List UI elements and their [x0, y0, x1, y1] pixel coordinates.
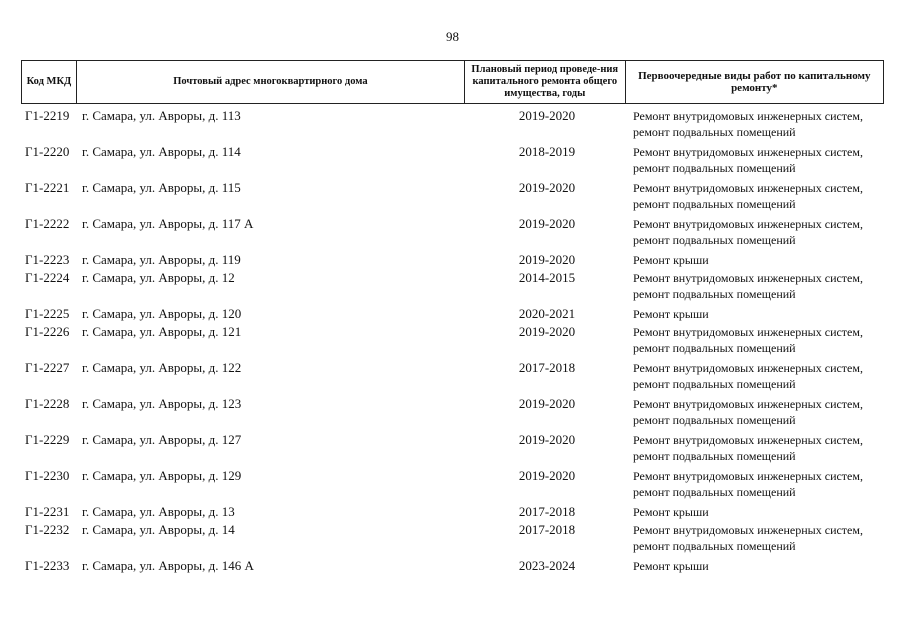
cell-period: 2018-2019 [518, 144, 576, 159]
cell-address: г. Самара, ул. Авроры, д. 120 [82, 306, 242, 321]
cell-code: Г1-2231 [25, 504, 70, 519]
works-line: Ремонт крыши [633, 505, 709, 519]
cell-period: 2020-2021 [518, 306, 576, 321]
works-line: ремонт подвальных помещений [633, 197, 796, 211]
works-line: ремонт подвальных помещений [633, 287, 796, 301]
works-line: Ремонт внутридомовых инженерных систем, [633, 217, 863, 231]
cell-works [627, 324, 884, 356]
cell-works [627, 432, 884, 464]
works-line: Ремонт внутридомовых инженерных систем, [633, 433, 863, 447]
works-line: Ремонт внутридомовых инженерных систем, [633, 523, 863, 537]
works-line: Ремонт крыши [633, 307, 709, 321]
cell-works [627, 522, 884, 554]
cell-period: 2017-2018 [518, 522, 576, 537]
works-line: ремонт подвальных помещений [633, 449, 796, 463]
cell-period: 2019-2020 [518, 324, 576, 339]
table-row [21, 144, 884, 176]
table-row [21, 306, 884, 322]
cell-works [627, 144, 884, 176]
header-address: Почтовый адрес многоквартирного дома [77, 61, 465, 103]
table-header [21, 60, 884, 104]
table-row [21, 558, 884, 574]
works-line: ремонт подвальных помещений [633, 413, 796, 427]
cell-address: г. Самара, ул. Авроры, д. 123 [82, 396, 242, 411]
cell-code: Г1-2220 [25, 144, 70, 159]
cell-address: г. Самара, ул. Авроры, д. 13 [82, 504, 235, 519]
cell-works [627, 306, 884, 322]
cell-code: Г1-2230 [25, 468, 70, 483]
cell-code: Г1-2227 [25, 360, 70, 375]
cell-code: Г1-2228 [25, 396, 70, 411]
page-number: 98 [446, 29, 459, 44]
cell-works [627, 360, 884, 392]
cell-address: г. Самара, ул. Авроры, д. 114 [82, 144, 241, 159]
cell-period: 2019-2020 [518, 468, 576, 483]
cell-works [627, 252, 884, 268]
works-line: Ремонт крыши [633, 253, 709, 267]
works-line: Ремонт внутридомовых инженерных систем, [633, 181, 863, 195]
table-row [21, 108, 884, 140]
table-body [21, 108, 884, 576]
cell-period: 2019-2020 [518, 252, 576, 267]
table-row [21, 216, 884, 248]
works-line: Ремонт внутридомовых инженерных систем, [633, 271, 863, 285]
works-line: ремонт подвальных помещений [633, 125, 796, 139]
cell-code: Г1-2232 [25, 522, 70, 537]
cell-address: г. Самара, ул. Авроры, д. 117 А [82, 216, 254, 231]
table-row [21, 180, 884, 212]
cell-address: г. Самара, ул. Авроры, д. 14 [82, 522, 235, 537]
cell-period: 2014-2015 [518, 270, 576, 285]
cell-address: г. Самара, ул. Авроры, д. 121 [82, 324, 242, 339]
cell-code: Г1-2225 [25, 306, 70, 321]
works-line: Ремонт внутридомовых инженерных систем, [633, 325, 863, 339]
header-code: Код МКД [22, 61, 77, 103]
cell-address: г. Самара, ул. Авроры, д. 127 [82, 432, 242, 447]
works-line: ремонт подвальных помещений [633, 539, 796, 553]
cell-code: Г1-2226 [25, 324, 70, 339]
cell-period: 2019-2020 [518, 432, 576, 447]
cell-address: г. Самара, ул. Авроры, д. 113 [82, 108, 241, 123]
works-line: ремонт подвальных помещений [633, 233, 796, 247]
cell-address: г. Самара, ул. Авроры, д. 129 [82, 468, 242, 483]
table-row [21, 432, 884, 464]
cell-works [627, 108, 884, 140]
cell-period: 2023-2024 [518, 558, 576, 573]
cell-period: 2019-2020 [518, 180, 576, 195]
cell-works [627, 270, 884, 302]
cell-works [627, 504, 884, 520]
works-line: ремонт подвальных помещений [633, 161, 796, 175]
table-row [21, 324, 884, 356]
cell-period: 2019-2020 [518, 396, 576, 411]
cell-address: г. Самара, ул. Авроры, д. 146 А [82, 558, 254, 573]
cell-works [627, 180, 884, 212]
cell-code: Г1-2219 [25, 108, 70, 123]
cell-period: 2019-2020 [518, 216, 576, 231]
cell-code: Г1-2229 [25, 432, 70, 447]
table-row [21, 396, 884, 428]
cell-period: 2017-2018 [518, 504, 576, 519]
table-row [21, 522, 884, 554]
cell-period: 2019-2020 [518, 108, 576, 123]
cell-address: г. Самара, ул. Авроры, д. 12 [82, 270, 235, 285]
table-row [21, 468, 884, 500]
works-line: Ремонт внутридомовых инженерных систем, [633, 109, 863, 123]
cell-code: Г1-2221 [25, 180, 70, 195]
cell-address: г. Самара, ул. Авроры, д. 119 [82, 252, 241, 267]
table-row [21, 252, 884, 268]
works-line: Ремонт внутридомовых инженерных систем, [633, 145, 863, 159]
cell-code: Г1-2223 [25, 252, 70, 267]
cell-address: г. Самара, ул. Авроры, д. 115 [82, 180, 241, 195]
table-row [21, 270, 884, 302]
works-line: Ремонт внутридомовых инженерных систем, [633, 397, 863, 411]
table-row [21, 360, 884, 392]
cell-works [627, 468, 884, 500]
works-line: ремонт подвальных помещений [633, 485, 796, 499]
cell-code: Г1-2224 [25, 270, 70, 285]
cell-works [627, 558, 884, 574]
cell-address: г. Самара, ул. Авроры, д. 122 [82, 360, 242, 375]
table-row [21, 504, 884, 520]
works-line: Ремонт внутридомовых инженерных систем, [633, 361, 863, 375]
cell-code: Г1-2222 [25, 216, 70, 231]
cell-works [627, 396, 884, 428]
works-line: ремонт подвальных помещений [633, 377, 796, 391]
works-line: Ремонт крыши [633, 559, 709, 573]
works-line: ремонт подвальных помещений [633, 341, 796, 355]
works-line: Ремонт внутридомовых инженерных систем, [633, 469, 863, 483]
header-works: Первоочередные виды работ по капитальному ремонту* [638, 70, 871, 94]
header-period: Плановый период проведе-ния капитального ремонта общего имущества, годы [465, 61, 626, 103]
cell-period: 2017-2018 [518, 360, 576, 375]
cell-works [627, 216, 884, 248]
cell-code: Г1-2233 [25, 558, 70, 573]
